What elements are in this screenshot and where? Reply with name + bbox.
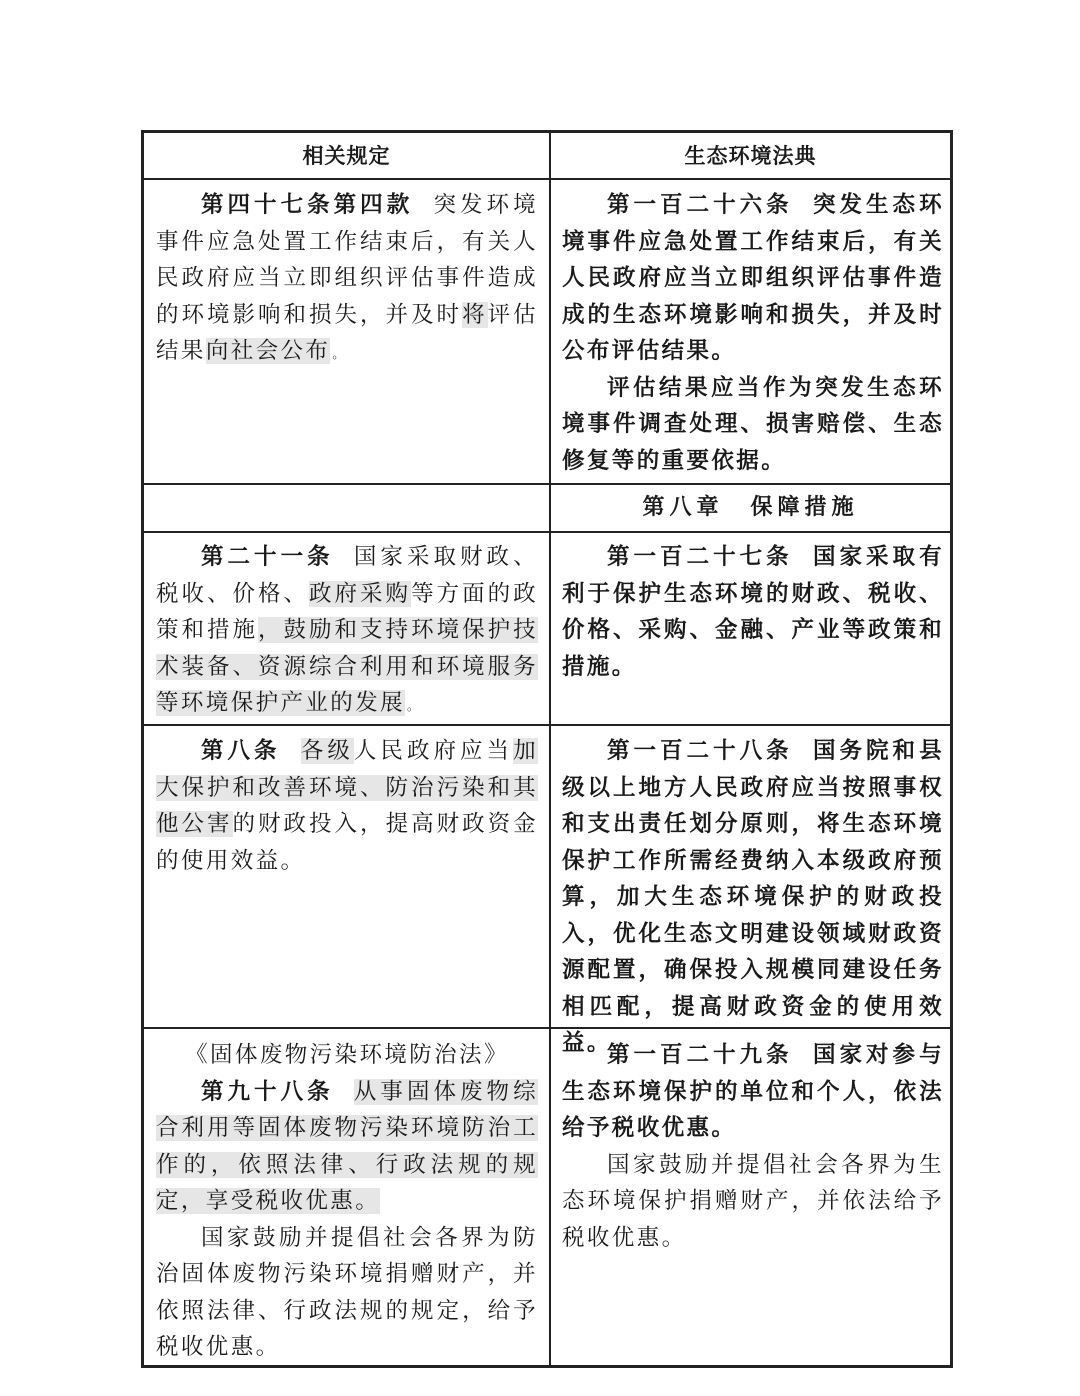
row-divider xyxy=(144,724,950,726)
row1-left-paragraph xyxy=(156,187,538,373)
article-number: 第九十八条 xyxy=(201,1078,334,1105)
highlighted-text: 将 xyxy=(462,301,488,328)
row-divider xyxy=(144,1027,950,1029)
article-number: 第二十一条 xyxy=(201,544,334,570)
text-segment: 突发环境事件应急处置工作结束后，有关人民政府应当立即组织评估事件造成的环境影响和损失，并及时 xyxy=(156,192,538,328)
row1-left-cell xyxy=(156,187,538,373)
article-number: 第一百二十七条 xyxy=(607,544,793,570)
text-segment: 。 xyxy=(407,699,422,713)
row3-left-cell xyxy=(156,539,538,725)
text-segment: 的财政投入，提高财政资金的使用效益。 xyxy=(156,811,538,874)
row1-right-paragraph-2: 评估结果应当作为突发生态环境事件调查处理、损害赔偿、生态修复等的重要依据。 xyxy=(562,374,944,474)
row3-right-paragraph xyxy=(562,539,944,685)
row4-right-paragraph xyxy=(562,733,944,1062)
row1-right-cell xyxy=(562,187,944,479)
highlighted-text: 加大保护和改善环境、防治污染和其他公害 xyxy=(156,738,538,837)
row5-left-paragraph-2: 国家鼓励并提倡社会各界为防治固体废物污染环境捐赠财产，并依照法律、行政法规的规定，给予税收优惠。 xyxy=(156,1224,538,1360)
header-eco-env-code: 生态环境法典 xyxy=(684,144,817,168)
text-segment: 等方面的政策和措施 xyxy=(156,580,538,643)
row1-right-paragraph-1 xyxy=(562,187,944,370)
text-segment: 国家采取财政、税收、价格、 xyxy=(156,544,538,607)
row4-left-paragraph xyxy=(156,733,538,879)
row4-right-cell xyxy=(562,733,944,1062)
chapter-heading: 第八章 保障措施 xyxy=(642,495,859,520)
text-segment: 评估结果 xyxy=(156,301,538,364)
article-number: 第一百二十九条 xyxy=(607,1042,793,1068)
row4-left-cell xyxy=(156,733,538,879)
article-number: 第八条 xyxy=(201,738,281,764)
highlighted-text: 向社会公布 xyxy=(205,338,331,364)
highlighted-text: 从事固体废物综合利用等固体废物污染环境防治工作的，依照法律、行政法规的规定，享受税收优惠。 xyxy=(156,1078,538,1214)
row3-left-paragraph xyxy=(156,539,538,725)
highlighted-text: 各级 xyxy=(300,738,354,764)
article-number: 第一百二十八条 xyxy=(607,738,793,764)
highlighted-text: ，鼓励和支持环境保护技术装备、资源综合利用和环境服务等环境保护产业的发展 xyxy=(156,617,538,716)
text-segment: 。 xyxy=(332,347,347,361)
comparison-table xyxy=(141,130,953,1368)
row5-right-paragraph-1 xyxy=(562,1037,944,1147)
row5-right-paragraph-2: 国家鼓励并提倡社会各界为生态环境保护捐赠财产，并依法给予税收优惠。 xyxy=(562,1151,944,1251)
highlighted-text: 政府采购 xyxy=(309,580,412,607)
text-segment: 国家采取有利于保护生态环境的财政、税收、价格、采购、金融、产业等政策和措施。 xyxy=(562,544,944,680)
text-segment: 人民政府应当 xyxy=(353,738,514,764)
text-segment: 国务院和县级以上地方人民政府应当按照事权和支出责任划分原则，将生态环境保护工作所需经费纳入本级政府预算，加大生态环境保护的财政投入，优化生态文明建设领域财政资源配置，确保投入规模同建设任务相匹配，提高财政资金的使用效益。 xyxy=(562,738,944,1056)
row-divider xyxy=(144,531,950,533)
header-related-provisions: 相关规定 xyxy=(302,144,391,168)
row3-right-cell xyxy=(562,539,944,685)
text-segment: 国家对参与生态环境保护的单位和个人，依法给予税收优惠。 xyxy=(562,1042,944,1141)
row-divider xyxy=(144,178,950,180)
law-title: 《固体废物污染环境防治法》 xyxy=(185,1042,509,1068)
text-segment: 突发生态环境事件应急处置工作结束后，有关人民政府应当立即组织评估事件造成的生态环境影响和损失，并及时公布评估结果。 xyxy=(562,192,944,364)
row5-left-paragraph-1 xyxy=(156,1074,538,1220)
article-number: 第一百二十六条 xyxy=(607,192,793,218)
column-divider xyxy=(549,133,551,1365)
row5-right-cell xyxy=(562,1037,944,1256)
article-number: 第四十七条第四款 xyxy=(201,192,414,218)
row5-left-cell xyxy=(156,1037,538,1366)
